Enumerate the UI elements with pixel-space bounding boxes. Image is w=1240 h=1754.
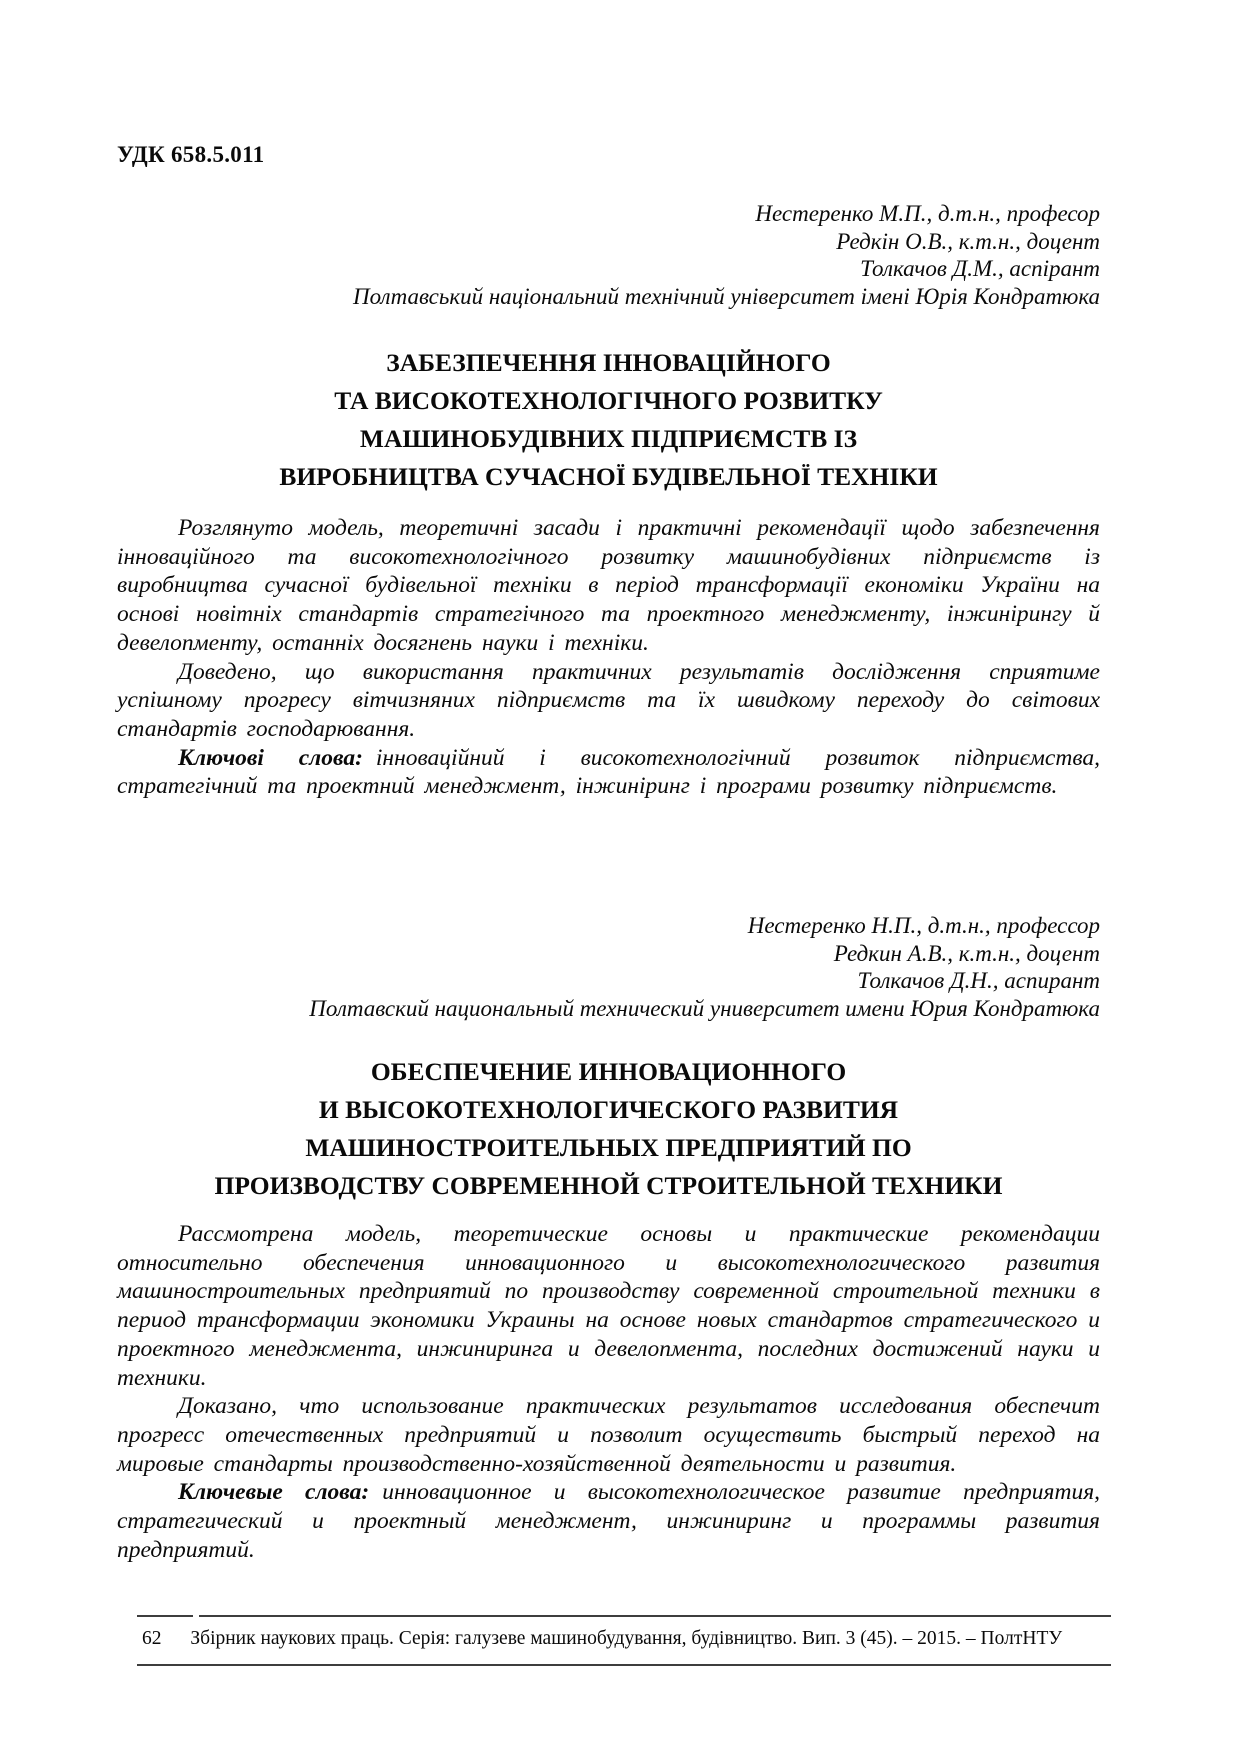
page-footer — [142, 1626, 1111, 1652]
title-ru-line-4: ПРОИЗВОДСТВУ СОВРЕМЕННОЙ СТРОИТЕЛЬНОЙ ТЕХНИКИ — [214, 1171, 1003, 1200]
title-ru-line-2: И ВЫСОКОТЕХНОЛОГИЧЕСКОГО РАЗВИТИЯ — [318, 1095, 899, 1124]
title-ua-line-1: ЗАБЕЗПЕЧЕННЯ ІННОВАЦІЙНОГО — [386, 348, 831, 377]
affiliation-ru: Полтавский национальный технический университет имени Юрия Кондратюка — [309, 995, 1100, 1021]
author-ru-2: Редкин А.В., к.т.н., доцент — [833, 940, 1100, 966]
keywords-ua-label: Ключові слова: — [178, 744, 363, 771]
authors-block-ua — [117, 200, 1100, 310]
footer-top-rule-left-segment — [137, 1615, 193, 1617]
footer-journal-info: Збірник наукових праць. Серія: галузеве машинобудування, будівництво. Вип. 3 (45). – 2015. – ПолтНТУ — [190, 1628, 1063, 1649]
title-ua-line-4: ВИРОБНИЦТВА СУЧАСНОЇ БУДІВЕЛЬНОЇ ТЕХНІКИ — [279, 462, 938, 491]
abstract-block-ua — [117, 514, 1100, 801]
abstract-block-ru — [117, 1220, 1100, 1564]
title-ua-line-3: МАШИНОБУДІВНИХ ПІДПРИЄМСТВ ІЗ — [359, 424, 858, 453]
authors-block-ru — [117, 912, 1100, 1022]
abstract-ua-paragraph-2: Доведено, що використання практичних результатів дослідження сприятиме успішному прогресу вітчизняних підприємств та їх швидкому переходу до світових стандартів господарювання. — [117, 658, 1100, 742]
author-ua-1: Нестеренко М.П., д.т.н., професор — [755, 201, 1100, 226]
author-ru-3: Толкачов Д.Н., аспирант — [857, 968, 1100, 994]
abstract-ua-paragraph-1: Розглянуто модель, теоретичні засади і практичні рекомендації щодо забезпечення інноваційного та високотехнологічного розвитку машинобудівних підприємств із виробництва сучасної будівельної техніки в період трансформації економіки України на основі новітніх стандартів стратегічного та проектного менеджменту, інжинірингу й девелопменту, останніх досягнень науки і техніки. — [117, 515, 1100, 656]
abstract-ru-paragraph-1: Рассмотрена модель, теоретические основы и практические рекомендации относительно обеспечения инновационного и высокотехнологического развития машиностроительных предприятий по производству современной строительной техники в период трансформации экономики Украины на основе новых стандартов стратегического и проектного менеджмента, инжиниринга и девелопмента, последних достижений науки и техники. — [117, 1221, 1100, 1391]
keywords-ua-text: інноваційний і високотехнологічний розвиток підприємства, стратегічний та проектний менеджмент, інжиніринг і програми розвитку підприємств. — [117, 744, 1100, 800]
keywords-ru-paragraph — [117, 1478, 1100, 1564]
author-ru-1: Нестеренко Н.П., д.т.н., профессор — [747, 913, 1100, 938]
footer-top-rule-right-segment — [199, 1615, 1111, 1617]
udc-code: УДК 658.5.011 — [117, 142, 265, 167]
page-number: 62 — [142, 1628, 162, 1649]
keywords-ua-paragraph — [117, 744, 1100, 801]
author-ua-2: Редкін О.В., к.т.н., доцент — [836, 228, 1100, 254]
title-ru-line-3: МАШИНОСТРОИТЕЛЬНЫХ ПРЕДПРИЯТИЙ ПО — [305, 1133, 912, 1162]
article-title-ru — [117, 1053, 1100, 1205]
abstract-ru-paragraph-2: Доказано, что использование практических результатов исследования обеспечит прогресс отечественных предприятий и позволит осуществить быстрый переход на мировые стандарты производственно-хозяйственной деятельности и развития. — [117, 1393, 1100, 1477]
title-ru-line-1: ОБЕСПЕЧЕНИЕ ИННОВАЦИОННОГО — [370, 1057, 847, 1086]
title-ua-line-2: ТА ВИСОКОТЕХНОЛОГІЧНОГО РОЗВИТКУ — [334, 386, 883, 415]
keywords-ru-label: Ключевые слова: — [178, 1479, 370, 1506]
author-ua-3: Толкачов Д.М., аспірант — [860, 256, 1100, 282]
keywords-ru-text: инновационное и высокотехнологическое развитие предприятия, стратегический и проектный менеджмент, инжиниринг и программы развития предприятий. — [117, 1479, 1101, 1563]
article-title-ua — [117, 344, 1100, 496]
footer-bottom-rule — [137, 1664, 1111, 1666]
affiliation-ua: Полтавський національний технічний університет імені Юрія Кондратюка — [353, 283, 1100, 309]
